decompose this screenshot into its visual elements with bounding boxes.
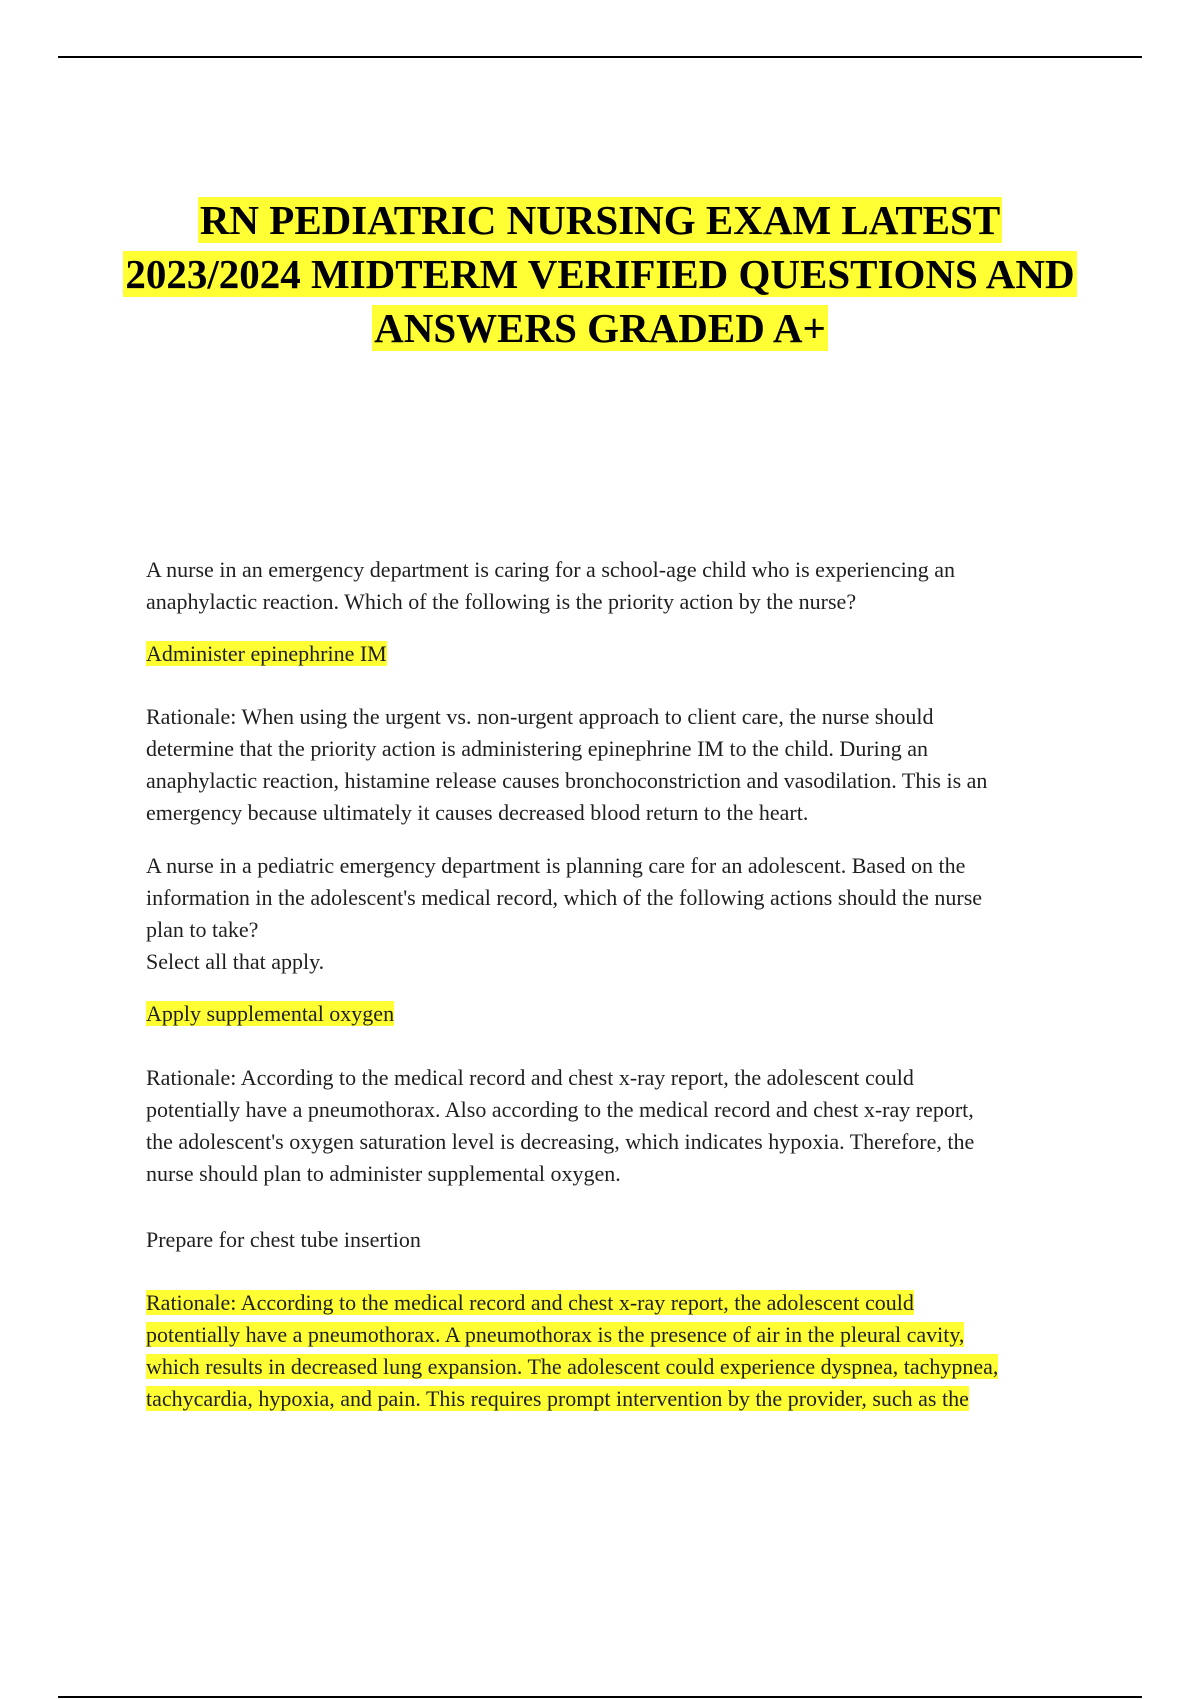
question-1	[146, 554, 1086, 618]
bottom-rule	[58, 1696, 1142, 1698]
top-rule	[58, 56, 1142, 58]
title-line-3: ANSWERS GRADED A+	[374, 305, 826, 351]
rationale-2a-line: the adolescent's oxygen saturation level is decreasing, which indicates hypoxia. Therefore, the	[146, 1129, 975, 1154]
rationale-1	[146, 701, 1086, 829]
question-2-line: information in the adolescent's medical record, which of the following actions should the nurse	[146, 885, 983, 910]
question-1-line: anaphylactic reaction. Which of the following is the priority action by the nurse?	[146, 589, 857, 614]
answer-2a-text: Apply supplemental oxygen	[146, 1001, 395, 1026]
document-title	[100, 193, 1100, 355]
question-2-line: A nurse in a pediatric emergency department is planning care for an adolescent. Based on the	[146, 853, 966, 878]
rationale-2b-line: Rationale: According to the medical record and chest x-ray report, the adolescent could	[146, 1290, 914, 1315]
title-line-2: 2023/2024 MIDTERM VERIFIED QUESTIONS AND	[125, 251, 1075, 297]
question-2-line: plan to take?	[146, 917, 259, 942]
rationale-2b-line: tachycardia, hypoxia, and pain. This requires prompt intervention by the provider, such as the	[146, 1386, 969, 1411]
rationale-2b-line: potentially have a pneumothorax. A pneumothorax is the presence of air in the pleural cavity,	[146, 1322, 965, 1347]
rationale-2b-line: which results in decreased lung expansion. The adolescent could experience dyspnea, tachypnea,	[146, 1354, 999, 1379]
rationale-1-line: emergency because ultimately it causes decreased blood return to the heart.	[146, 800, 809, 825]
rationale-1-line: determine that the priority action is administering epinephrine IM to the child. During an	[146, 736, 929, 761]
question-2	[146, 850, 1086, 978]
answer-1	[146, 638, 1086, 670]
rationale-1-line: Rationale: When using the urgent vs. non-urgent approach to client care, the nurse should	[146, 704, 934, 729]
rationale-1-line: anaphylactic reaction, histamine release causes bronchoconstriction and vasodilation. This is an	[146, 768, 988, 793]
rationale-2a-line: potentially have a pneumothorax. Also according to the medical record and chest x-ray report,	[146, 1097, 974, 1122]
rationale-2b	[146, 1287, 1086, 1415]
answer-2b-text: Prepare for chest tube insertion	[146, 1227, 421, 1252]
answer-2a	[146, 998, 1086, 1030]
rationale-2a-line: Rationale: According to the medical record and chest x-ray report, the adolescent could	[146, 1065, 914, 1090]
title-line-1: RN PEDIATRIC NURSING EXAM LATEST	[199, 197, 1001, 243]
answer-2b	[146, 1224, 1086, 1256]
rationale-2a-line: nurse should plan to administer supplemental oxygen.	[146, 1161, 621, 1186]
question-1-line: A nurse in an emergency department is caring for a school-age child who is experiencing an	[146, 557, 956, 582]
rationale-2a	[146, 1062, 1086, 1190]
answer-1-text: Administer epinephrine IM	[146, 641, 387, 666]
question-2-line: Select all that apply.	[146, 949, 325, 974]
